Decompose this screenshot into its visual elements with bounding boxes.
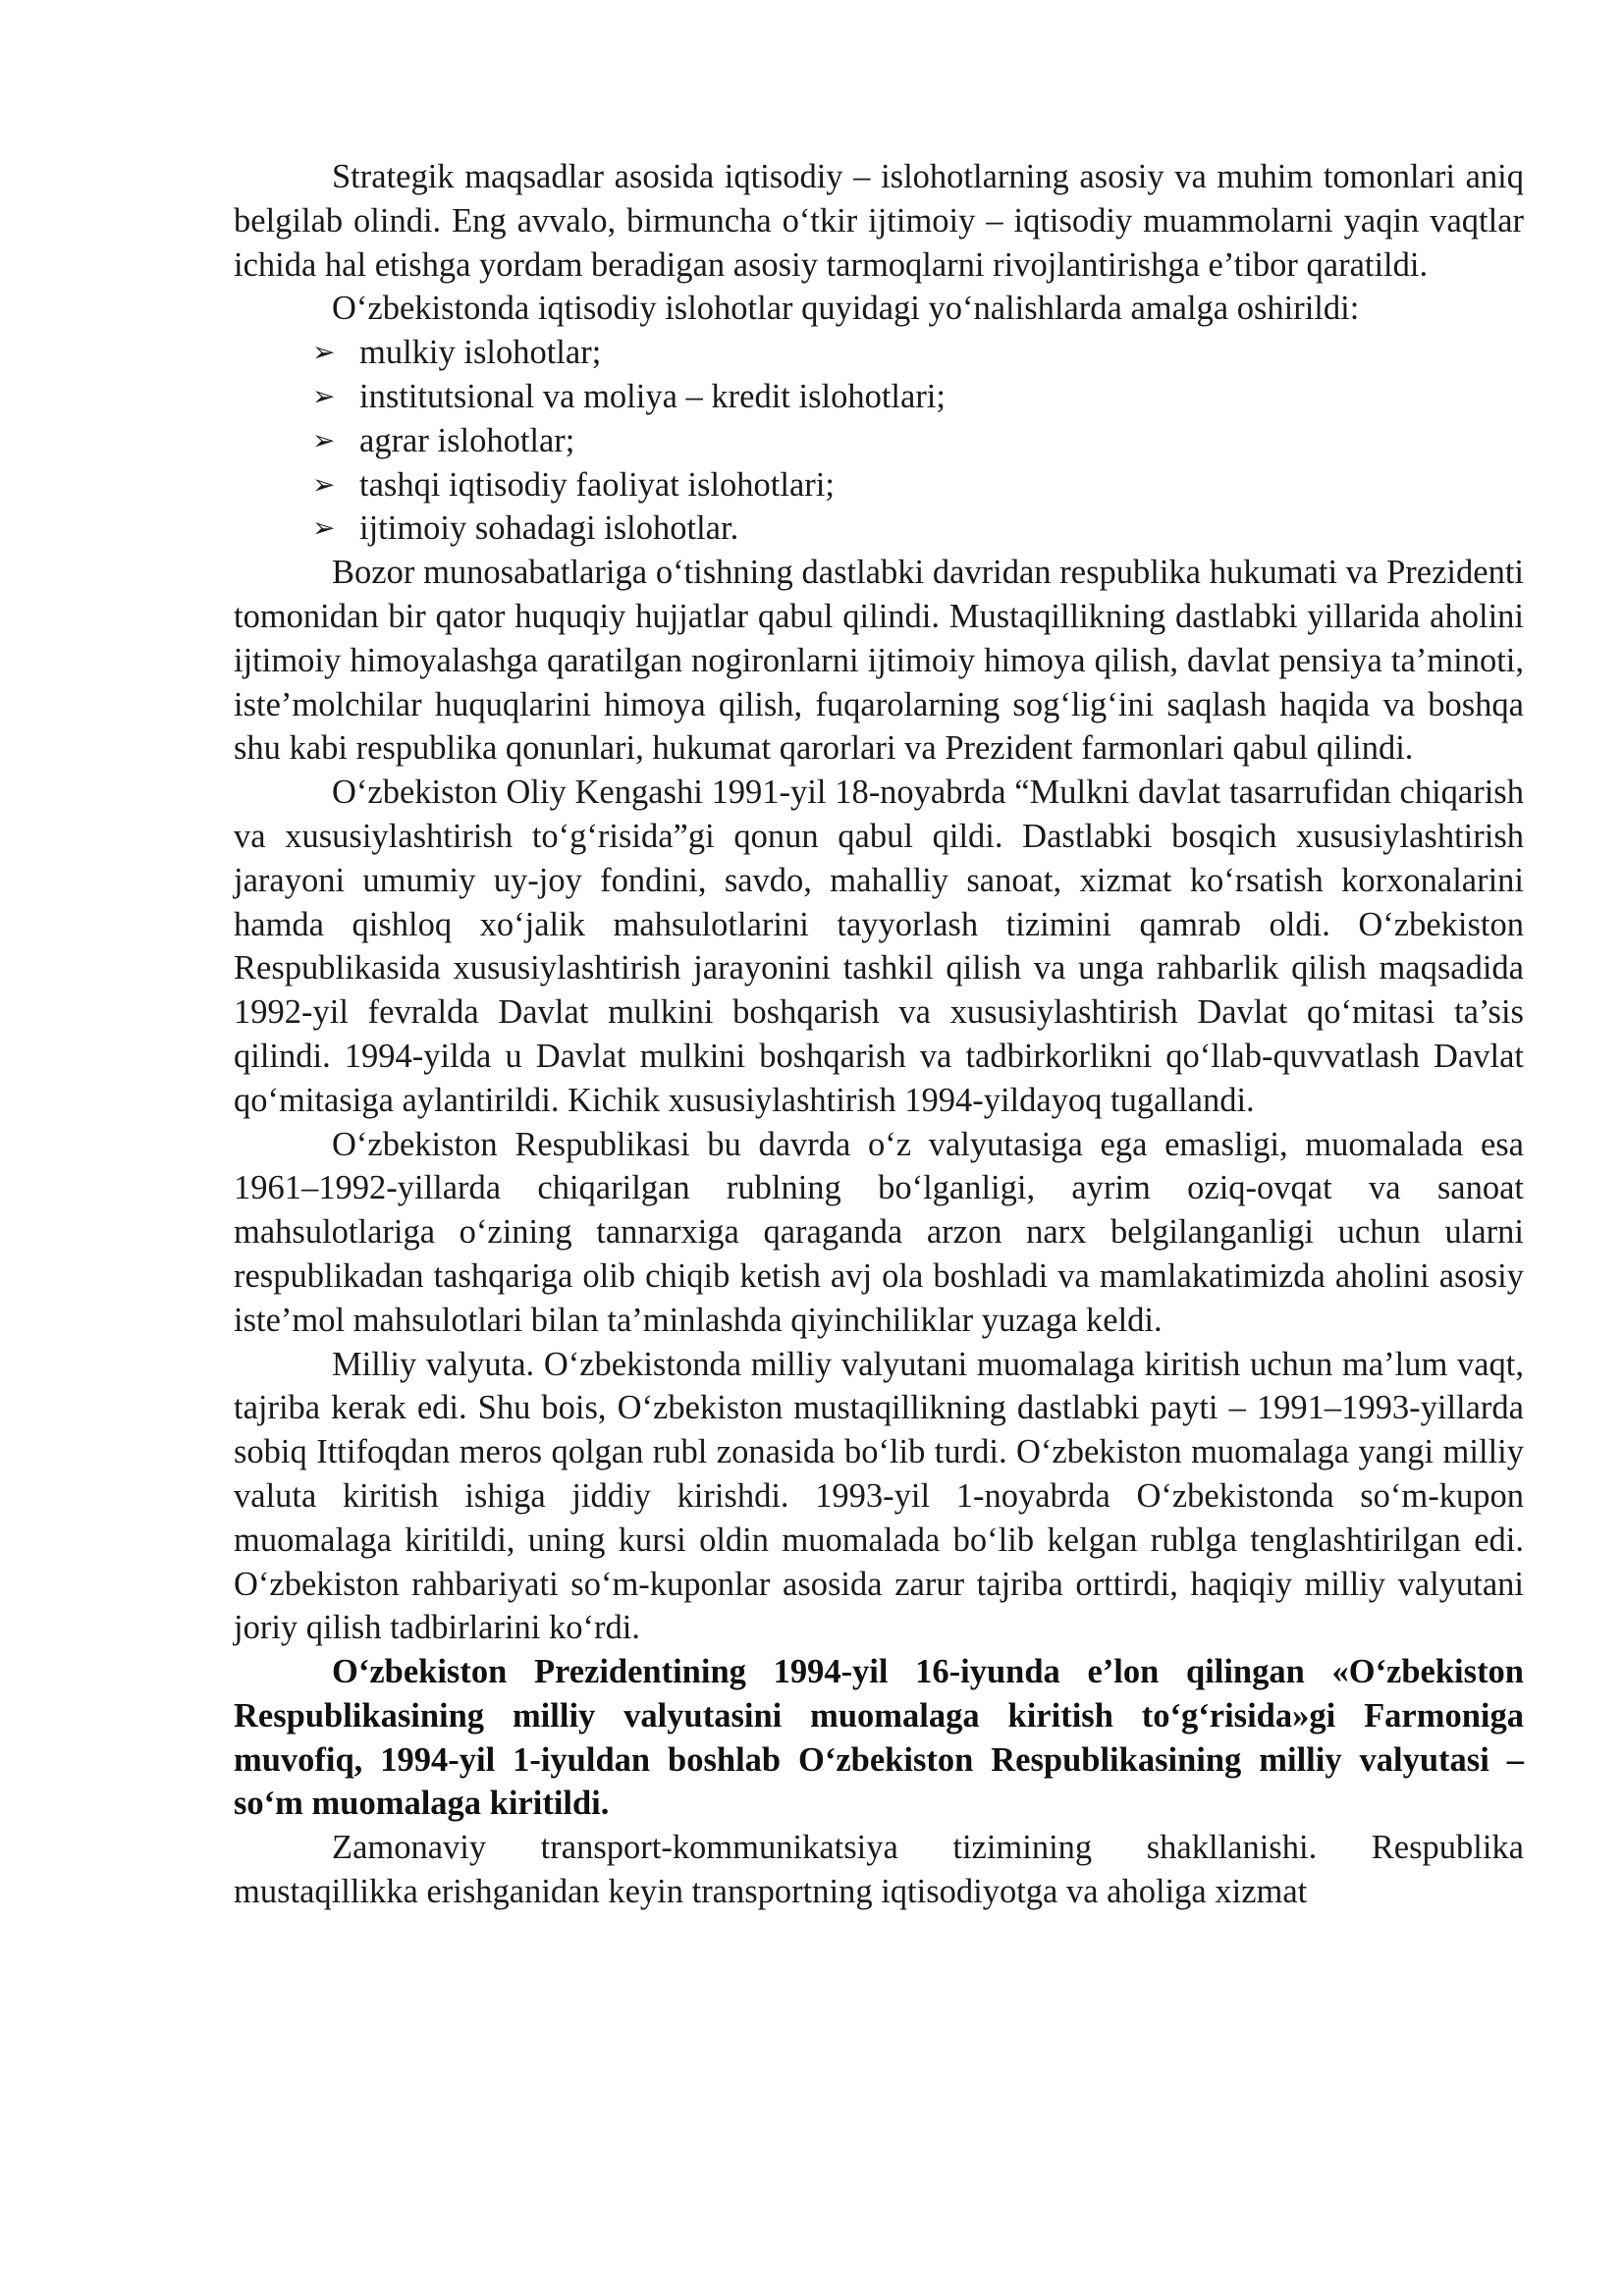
paragraph-reform-directions-intro: O‘zbekistonda iqtisodiy islohotlar quyidagi yo‘nalishlarda amalga oshirildi: bbox=[332, 290, 1360, 328]
list-item bbox=[234, 419, 1524, 463]
list-item bbox=[234, 463, 1524, 507]
list-item bbox=[234, 375, 1524, 419]
arrow-bullet-icon: ➢ bbox=[312, 511, 336, 545]
document-page bbox=[234, 155, 1524, 1914]
list-item-text: ijtimoiy sohadagi islohotlar. bbox=[359, 509, 739, 548]
list-item-text: institutsional va moliya – kredit islohotlari; bbox=[359, 377, 946, 415]
paragraph-transport-system: Zamonaviy transport-kommunikatsiya tizimining shakllanishi. Respublika mustaqillikka erishganidan keyin transportning iqtisodiyotga va aholiga xizmat bbox=[234, 1829, 1524, 1911]
list-item bbox=[234, 507, 1524, 551]
arrow-bullet-icon: ➢ bbox=[312, 423, 336, 456]
list-item-text: agrar islohotlar; bbox=[359, 421, 575, 459]
paragraph-presidential-decree: O‘zbekiston Prezidentining 1994-yil 16-iyunda e’lon qilingan «O‘zbekiston Respublikasining milliy valyutasini muomalaga kiritish to‘g‘risida»gi Farmoniga muvofiq, 1994-yil 1-iyuldan boshlab O‘zbekiston Respublikasining milliy valyutasi – so‘m muomalaga kiritildi. bbox=[234, 1653, 1524, 1823]
paragraph-currency-situation: O‘zbekiston Respublikasi bu davrda o‘z valyutasiga ega emasligi, muomalada esa 1961–1992-yillarda chiqarilgan rublning bo‘lganligi, ayrim oziq-ovqat va sanoat mahsulotlariga o‘zining tannarxiga qaraganda arzon narx belgilanganligi uchun ularni respublikadan tashqariga olib chiqib ketish avj ola boshladi va mamlakatimizda aholini asosiy iste’mol mahsulotlari bilan ta’minlashda qiyinchiliklar yuzaga keldi. bbox=[234, 1125, 1524, 1339]
paragraph-legal-documents: Bozor munosabatlariga o‘tishning dastlabki davridan respublika hukumati va Prezidenti tomonidan bir qator huquqiy hujjatlar qabul qilindi. Mustaqillikning dastlabki yillarida aholini ijtimoiy himoyalashga qaratilgan nogironlarni ijtimoiy himoya qilish, davlat pensiya ta’minoti, iste’molchilar huquqlarini himoya qilish, fuqarolarning sog‘lig‘ini saqlash haqida va boshqa shu kabi respublika qonunlari, hukumat qarorlari va Prezident farmonlari qabul qilindi. bbox=[234, 554, 1524, 768]
paragraph-privatization: O‘zbekiston Oliy Kengashi 1991-yil 18-noyabrda “Mulkni davlat tasarrufidan chiqarish va xususiylashtirish to‘g‘risida”gi qonun qabul qildi. Dastlabki bosqich xususiylashtirish jarayoni umumiy uy-joy fondini, savdo, mahalliy sanoat, xizmat ko‘rsatish korxonalarini hamda qishloq xo‘jalik mahsulotlarini tayyorlash tizimini qamrab oldi. O‘zbekiston Respublikasida xususiylashtirish jarayonini tashkil qilish va unga rahbarlik qilish maqsadida 1992-yil fevralda Davlat mulkini boshqarish va xususiylashtirish Davlat qo‘mitasi ta’sis qilindi. 1994-yilda u Davlat mulkini boshqarish va tadbirkorlikni qo‘llab-quvvatlash Davlat qo‘mitasiga aylantirildi. Kichik xususiylashtirish 1994-yildayoq tugallandi. bbox=[234, 774, 1524, 1119]
paragraph-strategic-goals: Strategik maqsadlar asosida iqtisodiy – islohotlarning asosiy va muhim tomonlari aniq belgilab olindi. Eng avvalo, birmuncha o‘tkir ijtimoiy – iqtisodiy muammolarni yaqin vaqtlar ichida hal etishga yordam beradigan asosiy tarmoqlarni rivojlantirishga e’tibor qaratildi. bbox=[234, 158, 1524, 284]
list-item-text: mulkiy islohotlar; bbox=[359, 334, 602, 372]
arrow-bullet-icon: ➢ bbox=[312, 467, 336, 501]
arrow-bullet-icon: ➢ bbox=[312, 379, 336, 412]
list-item-text: tashqi iqtisodiy faoliyat islohotlari; bbox=[359, 465, 835, 504]
arrow-bullet-icon: ➢ bbox=[312, 336, 336, 369]
reform-directions-list bbox=[234, 331, 1524, 551]
paragraph-national-currency: Milliy valyuta. O‘zbekistonda milliy valyutani muomalaga kiritish uchun ma’lum vaqt, tajriba kerak edi. Shu bois, O‘zbekiston mustaqillikning dastlabki payti – 1991–1993-yillarda sobiq Ittifoqdan meros qolgan rubl zonasida bo‘lib turdi. O‘zbekiston muomalaga yangi milliy valuta kiritish ishiga jiddiy kirishdi. 1993-yil 1-noyabrda O‘zbekistonda so‘m-kupon muomalaga kiritildi, uning kursi oldin muomalada bo‘lib kelgan rublga tenglashtirilgan edi. O‘zbekiston rahbariyati so‘m-kuponlar asosida zarur tajriba orttirdi, haqiqiy milliy valyutani joriy qilish tadbirlarini ko‘rdi. bbox=[234, 1345, 1524, 1647]
list-item bbox=[234, 331, 1524, 375]
